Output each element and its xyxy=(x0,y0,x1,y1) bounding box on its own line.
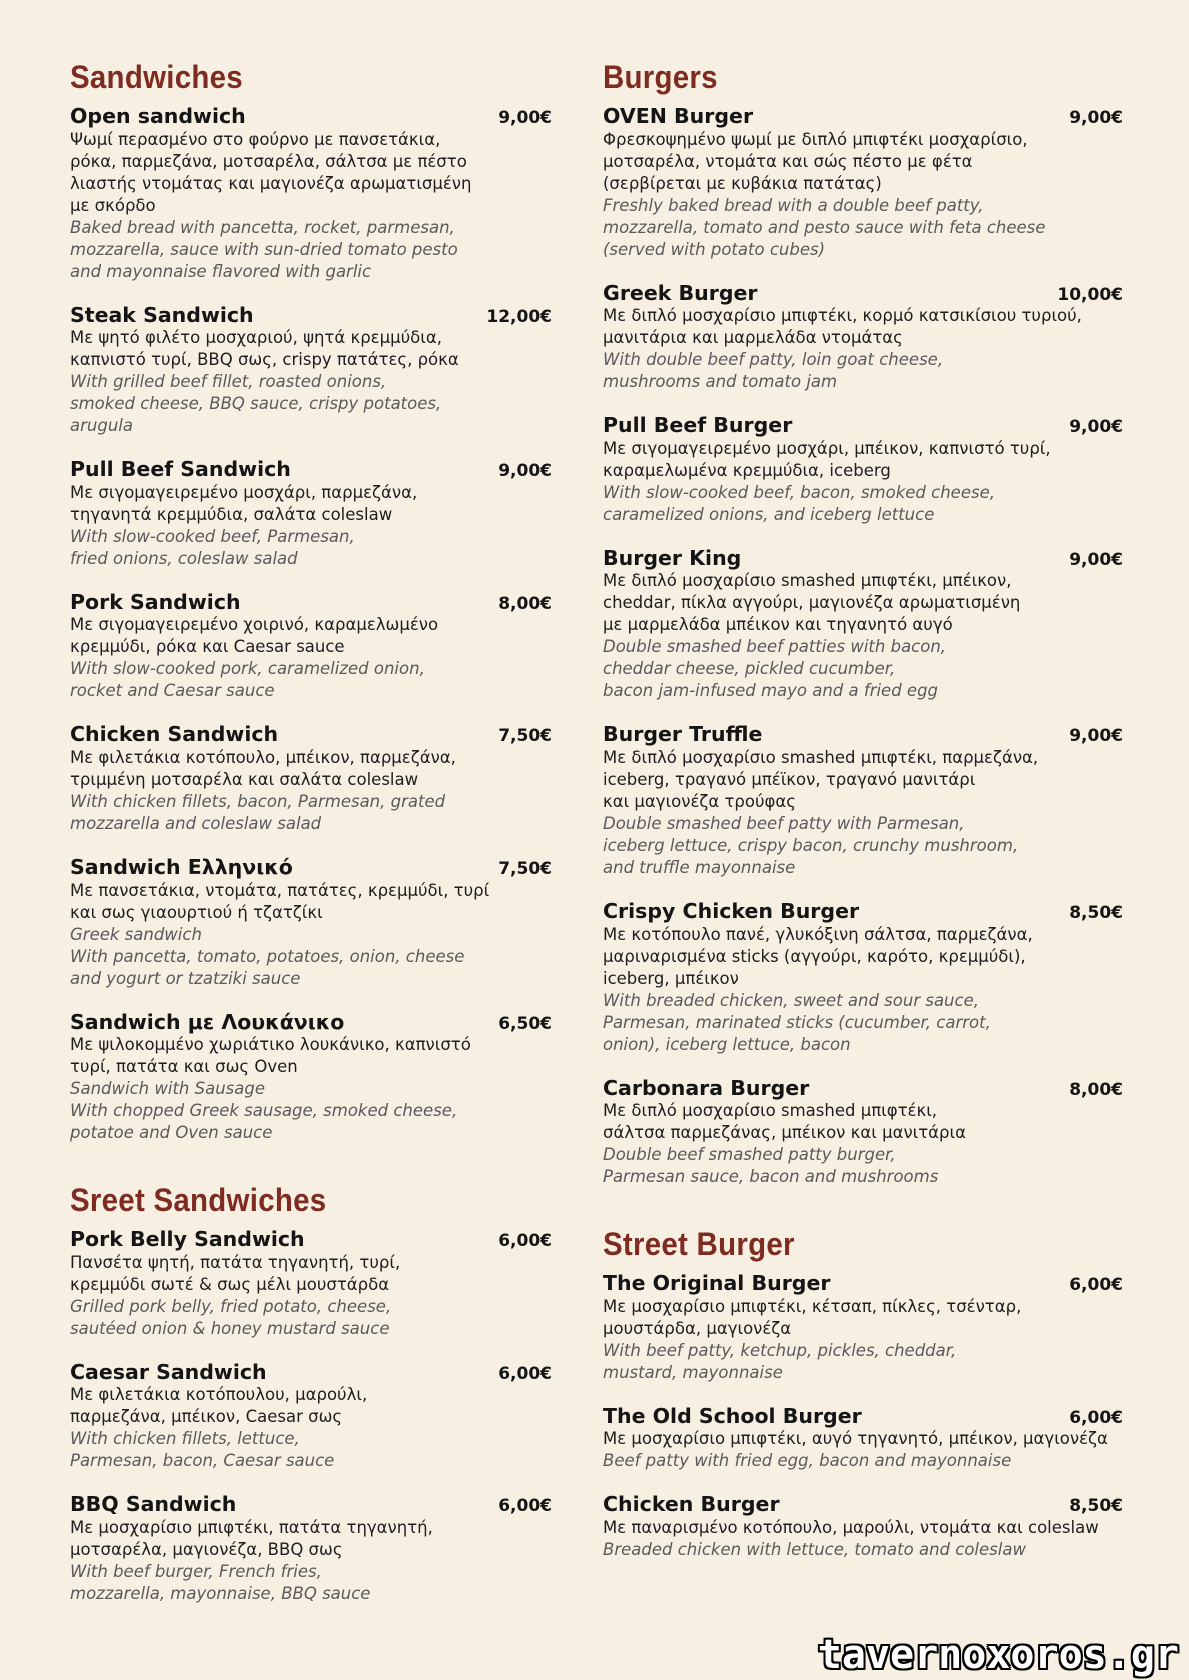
menu-item-header xyxy=(603,105,1123,129)
menu-item-price: 12,00€ xyxy=(486,306,552,327)
menu-item-description-english: With chicken fillets, lettuce, xyxy=(70,1429,300,1449)
menu-item-description-english: With slow-cooked beef, bacon, smoked cheese, xyxy=(603,482,995,502)
menu-item-name: Caesar Sandwich xyxy=(70,1359,267,1384)
menu-item-name: Greek Burger xyxy=(603,280,758,305)
menu-item-price: 8,00€ xyxy=(1069,1079,1123,1100)
menu-item-header xyxy=(603,547,1123,571)
menu-item-price: 9,00€ xyxy=(1069,417,1123,438)
menu-item-description-greek: Φρεσκοψημένο ψωμί με διπλό μπιφτέκι μοσχαρίσιο, xyxy=(603,129,1028,149)
menu-item-price: 6,00€ xyxy=(498,1363,552,1384)
menu-item-description-english: With slow-cooked beef, Parmesan, xyxy=(70,526,355,546)
menu-item-description-english: iceberg lettuce, crispy bacon, crunchy mushroom, xyxy=(603,836,1019,855)
menu-item-header xyxy=(70,105,552,129)
menu-item-name: Carbonara Burger xyxy=(603,1075,810,1100)
menu-item xyxy=(70,591,552,703)
menu-item-header xyxy=(70,304,552,328)
menu-item-price: 6,50€ xyxy=(498,1013,552,1034)
menu-item-description-greek: λιαστής ντομάτας και μαγιονέζα αρωματισμένη xyxy=(70,173,472,193)
menu-item-description-greek: Με μοσχαρίσιο μπιφτέκι, αυγό τηγανητό, μπέικον, μαγιονέζα xyxy=(603,1429,1108,1449)
menu-item-description-greek: σάλτσα παρμεζάνας, μπέικον και μανιτάρια xyxy=(603,1123,966,1143)
menu-item xyxy=(603,282,1123,394)
menu-item-description-greek: Με φιλετάκια κοτόπουλου, μαρούλι, xyxy=(70,1385,368,1405)
menu-item-header xyxy=(70,856,552,880)
menu-item-description-greek: καπνιστό τυρί, BBQ σως, crispy πατάτες, ρόκα xyxy=(70,350,459,370)
menu-item-header xyxy=(603,282,1123,306)
menu-item-header xyxy=(70,1361,552,1385)
menu-item-description-greek: Με διπλό μοσχαρίσιο μπιφτέκι, κορμό κατσικίσιου τυριού, xyxy=(603,306,1082,326)
section-title-street-burger: Street Burger xyxy=(603,1226,795,1263)
menu-item-name: Chicken Sandwich xyxy=(70,722,279,747)
menu-item-description-english: and mayonnaise flavored with garlic xyxy=(70,261,372,281)
menu-item-name: Crispy Chicken Burger xyxy=(603,899,860,923)
menu-item-description-english: mozzarella, sauce with sun-dried tomato pesto xyxy=(70,239,458,259)
menu-item-description-english: bacon jam-infused mayo and a fried egg xyxy=(603,681,939,701)
menu-item xyxy=(603,105,1123,261)
menu-item xyxy=(70,458,552,570)
menu-item-description-greek: Με κοτόπουλο πανέ, γλυκόξινη σάλτσα, παρμεζάνα, xyxy=(603,924,1033,944)
menu-item-description-greek: (σερβίρεται με κυβάκια πατάτας) xyxy=(603,173,882,193)
menu-item-description-english: Double smashed beef patty with Parmesan, xyxy=(603,814,965,833)
menu-item-description-greek: Με πανσετάκια, ντομάτα, πατάτες, κρεμμύδι, τυρί xyxy=(70,880,490,900)
menu-item xyxy=(603,1405,1123,1473)
menu-item xyxy=(70,1011,552,1145)
menu-item-header xyxy=(70,1228,552,1252)
menu-item-description-english: Breaded chicken with lettuce, tomato and coleslaw xyxy=(603,1540,1026,1559)
menu-item xyxy=(70,105,552,283)
menu-item-header xyxy=(603,723,1123,747)
menu-item-name: Sandwich Ελληνικό xyxy=(70,855,293,879)
menu-item-description-greek: iceberg, τραγανό μπέϊκον, τραγανό μανιτάρι xyxy=(603,770,976,789)
menu-item-description-english: With chicken fillets, bacon, Parmesan, grated xyxy=(70,792,446,811)
menu-item-description-english: mozzarella, tomato and pesto sauce with feta cheese xyxy=(603,217,1046,237)
menu-item-price: 6,00€ xyxy=(1069,1407,1123,1428)
section-title-burgers: Burgers xyxy=(603,59,718,95)
menu-item-name: Steak Sandwich xyxy=(70,302,254,327)
menu-item-header xyxy=(70,591,552,615)
menu-item-description-english: Parmesan, marinated sticks (cucumber, carrot, xyxy=(603,1012,991,1032)
menu-item xyxy=(603,547,1123,703)
menu-item-description-greek: Με ψιλοκομμένο χωριάτικο λουκάνικο, καπνιστό xyxy=(70,1035,471,1055)
menu-item-description-greek: παρμεζάνα, μπέικον, Caesar σως xyxy=(70,1407,343,1427)
menu-item-description-english: caramelized onions, and iceberg lettuce xyxy=(603,504,935,524)
menu-item-header xyxy=(603,1077,1123,1101)
menu-item-description-english: rocket and Caesar sauce xyxy=(70,681,275,701)
menu-item-description-english: mozzarella and coleslaw salad xyxy=(70,814,322,833)
menu-item-price: 9,00€ xyxy=(1069,726,1123,747)
menu-item-description-english: With beef patty, ketchup, pickles, cheddar, xyxy=(603,1340,957,1360)
menu-item xyxy=(70,1228,552,1340)
menu-item-description-english: mushrooms and tomato jam xyxy=(603,372,838,392)
menu-item-description-english: mustard, mayonnaise xyxy=(603,1362,783,1382)
menu-item-description-greek: με μαρμελάδα μπέικον και τηγανητό αυγό xyxy=(603,615,953,635)
menu-item-description-english: and yogurt or tzatziki sauce xyxy=(70,968,301,988)
menu-item-header xyxy=(603,414,1123,438)
menu-item-description-english: sautéed onion & honey mustard sauce xyxy=(70,1318,390,1338)
menu-item-description-greek: iceberg, μπέικον xyxy=(603,968,739,988)
menu-item xyxy=(603,414,1123,526)
menu-item-name: OVEN Burger xyxy=(603,104,754,129)
menu-item-description-english: With slow-cooked pork, caramelized onion, xyxy=(70,659,425,679)
menu-item-price: 7,50€ xyxy=(498,726,552,747)
menu-item-description-greek: Ψωμί περασμένο στο φούρνο με πανσετάκια, xyxy=(70,129,441,149)
menu-item-description-english: Baked bread with pancetta, rocket, parmesan, xyxy=(70,217,455,237)
menu-item xyxy=(603,723,1123,879)
menu-item-description-greek: μανιτάρια και μαρμελάδα ντομάτας xyxy=(603,328,903,348)
menu-item-name: Open sandwich xyxy=(70,104,246,129)
menu-item-name: Burger Truffle xyxy=(603,722,763,747)
menu-item-description-english: With chopped Greek sausage, smoked cheese, xyxy=(70,1101,458,1121)
menu-item-description-english: arugula xyxy=(70,416,133,436)
watermark: tavernoxoros.gr xyxy=(817,1632,1179,1678)
menu-item-description-greek: Με φιλετάκια κοτόπουλο, μπέικον, παρμεζάνα, xyxy=(70,748,456,767)
menu-item xyxy=(70,304,552,438)
menu-item-name: BBQ Sandwich xyxy=(70,1492,237,1517)
menu-item-description-english: Double beef smashed patty burger, xyxy=(603,1145,896,1165)
menu-item-description-greek: Με διπλό μοσχαρίσιο smashed μπιφτέκι, xyxy=(603,1101,938,1121)
left-column xyxy=(70,60,552,1626)
menu-item-description-english: With breaded chicken, sweet and sour sauce, xyxy=(603,990,979,1010)
menu-item-description-english: Grilled pork belly, fried potato, cheese, xyxy=(70,1296,392,1316)
menu-item-header xyxy=(603,1493,1123,1517)
menu-item-header xyxy=(70,723,552,747)
menu-item-name: Pork Belly Sandwich xyxy=(70,1227,305,1252)
menu-item-description-greek: Με μοσχαρίσιο μπιφτέκι, κέτσαπ, πίκλες, τσένταρ, xyxy=(603,1296,1022,1316)
menu-item-description-greek: καραμελωμένα κρεμμύδια, iceberg xyxy=(603,460,891,480)
menu-item-name: Burger King xyxy=(603,545,742,570)
menu-item-description-english: Freshly baked bread with a double beef patty, xyxy=(603,195,984,215)
menu-item-description-english: (served with potato cubes) xyxy=(603,239,826,259)
right-column xyxy=(603,60,1123,1582)
menu-item-description-greek: Με μοσχαρίσιο μπιφτέκι, πατάτα τηγανητή, xyxy=(70,1518,433,1537)
menu-item-description-greek: με σκόρδο xyxy=(70,195,156,215)
section-title-sandwiches: Sandwiches xyxy=(70,59,243,95)
menu-item-description-english: Beef patty with fried egg, bacon and mayonnaise xyxy=(603,1451,1012,1471)
menu-item-description-greek: Με διπλό μοσχαρίσιο smashed μπιφτέκι, μπέικον, xyxy=(603,571,1012,591)
menu-item-description-english: fried onions, coleslaw salad xyxy=(70,548,298,568)
menu-item-description-english: Double smashed beef patties with bacon, xyxy=(603,637,947,657)
menu-item-description-greek: Με σιγομαγειρεμένο μοσχάρι, μπέικον, καπνιστό τυρί, xyxy=(603,438,1051,458)
menu-item-price: 9,00€ xyxy=(1069,549,1123,570)
menu-item-name: Pork Sandwich xyxy=(70,589,241,614)
menu-item xyxy=(70,1361,552,1473)
menu-item-header xyxy=(70,458,552,482)
menu-item-description-greek: Με παναρισμένο κοτόπουλο, μαρούλι, ντομάτα και coleslaw xyxy=(603,1518,1099,1537)
menu-item-price: 6,00€ xyxy=(498,1231,552,1252)
menu-item-description-greek: κρεμμύδι σωτέ & σως μέλι μουστάρδα xyxy=(70,1274,390,1294)
menu-item-header xyxy=(70,1493,552,1517)
menu-item-name: Sandwich με Λουκάνικο xyxy=(70,1009,345,1034)
menu-item-description-greek: μουστάρδα, μαγιονέζα xyxy=(603,1318,792,1338)
menu-item-price: 10,00€ xyxy=(1057,284,1123,305)
menu-item-description-english: Parmesan, bacon, Caesar sauce xyxy=(70,1451,335,1471)
menu-item-description-greek: μοτσαρέλα, μαγιονέζα, BBQ σως xyxy=(70,1540,343,1559)
menu-item xyxy=(603,1493,1123,1561)
menu-item xyxy=(70,1493,552,1605)
menu-item-description-greek: Με σιγομαγειρεμένο χοιρινό, καραμελωμένο xyxy=(70,615,439,635)
menu-item-description-english: With beef burger, French fries, xyxy=(70,1562,322,1581)
menu-item-name: Chicken Burger xyxy=(603,1492,780,1517)
menu-item-description-english: Greek sandwich xyxy=(70,924,202,944)
menu-item-description-greek: Με διπλό μοσχαρίσιο smashed μπιφτέκι, παρμεζάνα, xyxy=(603,748,1039,767)
menu-item-description-greek: cheddar, πίκλα αγγούρι, μαγιονέζα αρωματισμένη xyxy=(603,593,1021,613)
menu-item-name: Pull Beef Sandwich xyxy=(70,457,291,482)
menu-item-description-greek: μοτσαρέλα, ντομάτα και σώς πέστο με φέτα xyxy=(603,151,973,171)
menu-item-price: 8,50€ xyxy=(1069,903,1123,923)
menu-item-description-greek: μαριναρισμένα sticks (αγγούρι, καρότο, κρεμμύδι), xyxy=(603,946,1026,966)
menu-item-description-english: Parmesan sauce, bacon and mushrooms xyxy=(603,1167,939,1187)
menu-item-header xyxy=(603,1272,1123,1296)
menu-item-description-greek: ρόκα, παρμεζάνα, μοτσαρέλα, σάλτσα με πέστο xyxy=(70,151,467,171)
menu-item-price: 7,50€ xyxy=(498,859,552,879)
menu-item-name: Pull Beef Burger xyxy=(603,413,793,438)
menu-item-description-greek: και μαγιονέζα τρούφας xyxy=(603,792,796,811)
section-title-sreet-sandwiches: Sreet Sandwiches xyxy=(70,1182,327,1219)
menu-item xyxy=(603,1272,1123,1384)
menu-item-description-english: and truffle mayonnaise xyxy=(603,858,796,877)
menu-item-price: 6,00€ xyxy=(1069,1275,1123,1296)
menu-item-description-greek: Με ψητό φιλέτο μοσχαριού, ψητά κρεμμύδια, xyxy=(70,328,442,348)
menu-item-description-greek: τηγανητά κρεμμύδια, σαλάτα coleslaw xyxy=(70,504,393,524)
menu-item-price: 8,50€ xyxy=(1069,1496,1123,1517)
menu-item-header xyxy=(603,900,1123,924)
menu-item-description-english: onion), iceberg lettuce, bacon xyxy=(603,1034,851,1054)
menu-item-description-english: cheddar cheese, pickled cucumber, xyxy=(603,659,896,679)
menu-item xyxy=(603,1077,1123,1189)
menu-item xyxy=(603,900,1123,1056)
menu-item-description-english: With double beef patty, loin goat cheese, xyxy=(603,350,944,370)
menu-item-name: The Old School Burger xyxy=(603,1403,862,1428)
menu-item-description-greek: Με σιγομαγειρεμένο μοσχάρι, παρμεζάνα, xyxy=(70,482,418,502)
menu-item-price: 9,00€ xyxy=(498,461,552,482)
menu-item-price: 9,00€ xyxy=(498,108,552,129)
menu-item-header xyxy=(603,1405,1123,1429)
menu-item-description-english: With grilled beef fillet, roasted onions, xyxy=(70,372,387,392)
menu-item xyxy=(70,723,552,835)
menu-item-description-english: mozzarella, mayonnaise, BBQ sauce xyxy=(70,1584,371,1603)
menu-item-description-greek: τυρί, πατάτα και σως Oven xyxy=(70,1057,298,1077)
menu-item-price: 6,00€ xyxy=(498,1496,552,1517)
menu-item-description-greek: τριμμένη μοτσαρέλα και σαλάτα coleslaw xyxy=(70,770,419,789)
menu-item-description-greek: Πανσέτα ψητή, πατάτα τηγανητή, τυρί, xyxy=(70,1252,401,1272)
menu-item-description-greek: κρεμμύδι, ρόκα και Caesar sauce xyxy=(70,637,345,657)
menu-item-description-english: Sandwich with Sausage xyxy=(70,1079,265,1099)
menu-item-description-english: smoked cheese, BBQ sauce, crispy potatoes, xyxy=(70,394,442,414)
menu-item-description-english: potatoe and Oven sauce xyxy=(70,1123,273,1143)
menu-item-header xyxy=(70,1011,552,1035)
menu-item-description-english: With pancetta, tomato, potatoes, onion, cheese xyxy=(70,946,465,966)
menu-item-name: The Original Burger xyxy=(603,1271,831,1296)
menu-item xyxy=(70,856,552,990)
menu-item-description-greek: και σως γιαουρτιού ή τζατζίκι xyxy=(70,902,323,922)
menu-item-price: 9,00€ xyxy=(1069,108,1123,129)
menu-item-price: 8,00€ xyxy=(498,593,552,614)
